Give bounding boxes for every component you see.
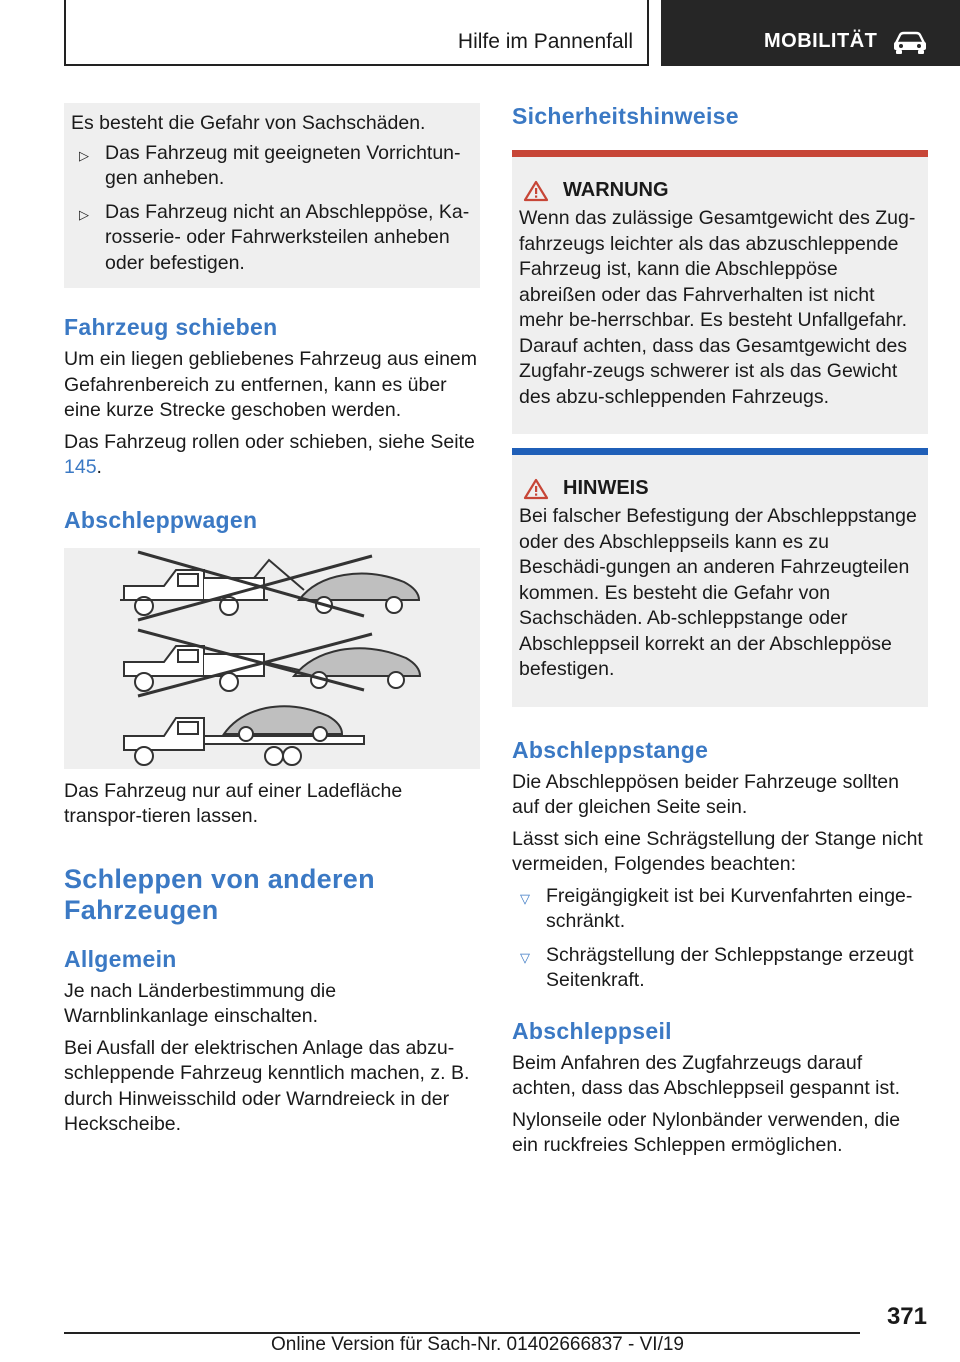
triangle-bullet-icon: ▽ xyxy=(520,949,530,965)
warning-triangle-icon xyxy=(523,180,549,202)
header-frame xyxy=(64,0,649,66)
triangle-bullet-icon: ▷ xyxy=(79,206,89,222)
right-column xyxy=(512,103,928,1165)
tow-bar-paragraph-1: Die Abschleppösen beider Fahrzeuge sollten auf der gleichen Seite sein. xyxy=(512,770,900,818)
section-title-push: Fahrzeug schieben xyxy=(64,314,278,340)
note-header xyxy=(519,477,920,500)
note-text: Bei falscher Befestigung der Abschleppstange oder des Abschleppseils kann es zu Beschädi‐gungen an anderen Fahrzeugteilen kommen. Es besteht die Gefahr von Sachschäden. Ab‐schleppstange oder Abschleppseil korrekt an der Abschleppöse befestigen. xyxy=(519,505,917,680)
tow-bar-paragraph-2: Lässt sich eine Schrägstellung der Stange nicht vermeiden, Folgendes beachten: xyxy=(512,827,923,875)
section-title-tow-truck: Abschleppwagen xyxy=(64,506,258,533)
header-chapter-tab xyxy=(661,0,960,66)
section-title-general: Allgemein xyxy=(64,945,177,972)
header-chapter-label: MOBILITÄT xyxy=(764,30,878,52)
list-item: ▷ Das Fahrzeug nicht an Abschleppöse, Ka‐rosserie- oder Fahrwerksteilen anheben oder befestigen. xyxy=(79,200,470,274)
header-section-title: Hilfe im Pannenfall xyxy=(457,30,633,53)
page-number: 371 xyxy=(886,1303,927,1330)
tow-truck-illustration xyxy=(64,548,480,769)
section-title-tow-bar: Abschleppstange xyxy=(512,736,709,763)
general-paragraph-1: Je nach Länderbestimmung die Warnblinkanlage einschalten. xyxy=(64,979,337,1027)
section-title-other-vehicles: Schleppen von anderen Fahrzeugen xyxy=(64,863,375,925)
list-item: ▷ Das Fahrzeug mit geeigneten Vorrichtun‐gen anheben. xyxy=(79,141,461,189)
tow-truck-drawing xyxy=(114,550,430,766)
left-column xyxy=(64,103,480,1144)
list-item: ▽ Schrägstellung der Schleppstange erzeugt Seitenkraft. xyxy=(520,943,914,991)
triangle-bullet-icon: ▽ xyxy=(520,890,530,906)
damage-notice-box xyxy=(64,103,480,288)
damage-notice-intro: Es besteht die Gefahr von Sachschäden. xyxy=(71,112,426,134)
warning-text: Wenn das zulässige Gesamtgewicht des Zug‐fahrzeugs leichter als das abzuschleppende Fahrzeug ist, kann die Abschleppöse abreißen oder das Fahrverhalten ist nicht mehr be‐herrschbar. Es besteht Unfallgefahr. Darauf achten, dass das Gesamtgewicht des Zugfahr‐zeugs schwerer ist als das Gewicht des abzu‐schleppenden Fahrzeugs. xyxy=(519,207,916,408)
section-title-tow-rope: Abschleppseil xyxy=(512,1017,672,1044)
car-icon xyxy=(893,30,927,54)
section-title-safety: Sicherheitshinweise xyxy=(512,103,739,129)
tow-rope-paragraph-2: Nylonseile oder Nylonbänder verwenden, die ein ruckfreies Schleppen ermöglichen. xyxy=(512,1108,901,1156)
warning-header xyxy=(519,179,920,202)
note-triangle-icon xyxy=(523,478,549,500)
list-item: ▽ Freigängigkeit ist bei Kurvenfahrten einge‐schränkt. xyxy=(520,884,913,932)
note-box xyxy=(512,448,928,707)
general-paragraph-2: Bei Ausfall der elektrischen Anlage das abzu‐schleppende Fahrzeug kenntlich machen, z. B. durch Hinweisschild oder Warndreieck in der Heckscheibe. xyxy=(64,1036,470,1135)
triangle-bullet-icon: ▷ xyxy=(79,147,89,163)
tow-truck-caption: Das Fahrzeug nur auf einer Ladefläche transpor‐tieren lassen. xyxy=(64,779,403,827)
warning-box xyxy=(512,150,928,434)
tow-rope-paragraph-1: Beim Anfahren des Zugfahrzeugs darauf achten, dass das Abschleppseil gespannt ist. xyxy=(512,1051,901,1099)
note-label: HINWEIS xyxy=(563,477,649,499)
push-paragraph-1: Um ein liegen gebliebenes Fahrzeug aus einem Gefahrenbereich zu entfernen, kann es über eine kurze Strecke geschoben werden. xyxy=(64,348,478,421)
warning-label: WARNUNG xyxy=(563,179,669,201)
page-link[interactable]: 145 xyxy=(64,456,97,478)
push-paragraph-2: Das Fahrzeug rollen oder schieben, siehe Seite 145. xyxy=(64,430,475,478)
footer-online-version: Online Version für Sach-Nr. 01402666837 - VI/19 xyxy=(271,1334,684,1355)
